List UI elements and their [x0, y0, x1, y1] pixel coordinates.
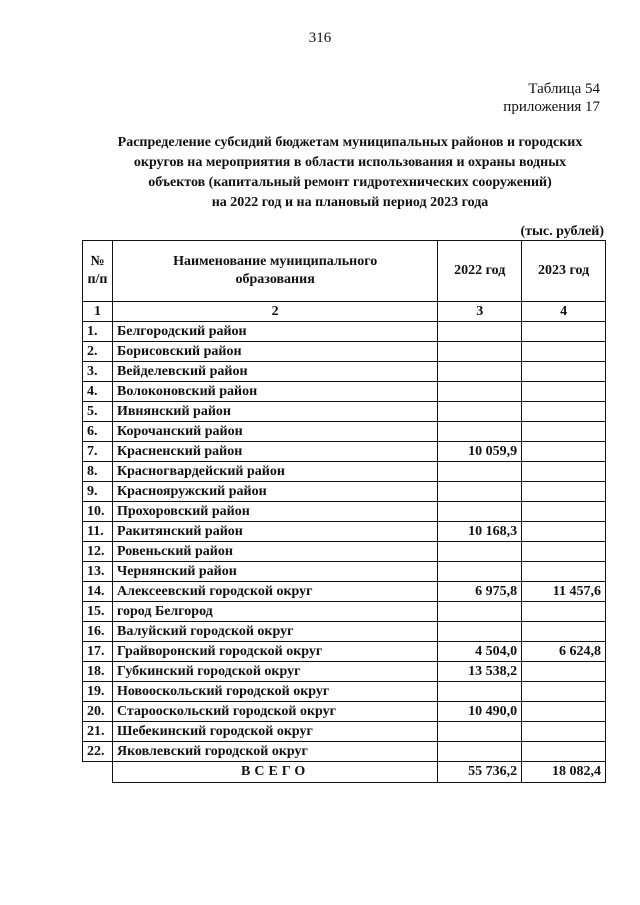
table-row: [83, 742, 606, 762]
value-2023: [522, 322, 606, 342]
table-row: [83, 462, 606, 482]
row-number: 4.: [83, 382, 113, 402]
value-2022: [438, 382, 522, 402]
title-line2: округов на мероприятия в области использования и охраны водных: [133, 155, 567, 170]
municipality-name: Яковлевский городской округ: [112, 742, 437, 762]
value-2023: [522, 382, 606, 402]
header-row: [83, 241, 606, 302]
value-2022: [438, 602, 522, 622]
table-row: [83, 402, 606, 422]
row-number: 20.: [83, 702, 113, 722]
table-row: [83, 482, 606, 502]
value-2022: 6 975,8: [438, 582, 522, 602]
total-2022: 55 736,2: [438, 762, 522, 783]
table-row: [83, 562, 606, 582]
table-row: [83, 582, 606, 602]
value-2023: [522, 542, 606, 562]
value-2023: [522, 662, 606, 682]
value-2023: 6 624,8: [522, 642, 606, 662]
row-number: 5.: [83, 402, 113, 422]
value-2022: 4 504,0: [438, 642, 522, 662]
value-2023: 11 457,6: [522, 582, 606, 602]
value-2022: [438, 742, 522, 762]
row-number: 10.: [83, 502, 113, 522]
column-index: 1: [83, 302, 113, 322]
municipality-name: Чернянский район: [112, 562, 437, 582]
municipality-name: Новооскольский городской округ: [112, 682, 437, 702]
value-2023: [522, 562, 606, 582]
column-index: 2: [112, 302, 437, 322]
header-name-line2: образования: [235, 272, 315, 287]
header-num: [83, 241, 113, 302]
municipality-name: город Белгород: [112, 602, 437, 622]
municipality-name: Прохоровский район: [112, 502, 437, 522]
municipality-name: Старооскольский городской округ: [112, 702, 437, 722]
municipality-name: Красненский район: [112, 442, 437, 462]
total-label: ВСЕГО: [112, 762, 437, 783]
row-number: 17.: [83, 642, 113, 662]
table-row: [83, 342, 606, 362]
row-number: 21.: [83, 722, 113, 742]
municipality-name: Корочанский район: [112, 422, 437, 442]
table-row: [83, 642, 606, 662]
municipality-name: Ивнянский район: [112, 402, 437, 422]
table-row: [83, 322, 606, 342]
row-number: 19.: [83, 682, 113, 702]
value-2022: 10 168,3: [438, 522, 522, 542]
value-2022: [438, 322, 522, 342]
total-spacer: [83, 762, 113, 783]
column-index: 3: [438, 302, 522, 322]
header-2023: 2023 год: [522, 241, 606, 302]
header-num-line2: п/п: [87, 272, 108, 287]
value-2022: [438, 542, 522, 562]
municipality-name: Вейделевский район: [112, 362, 437, 382]
row-number: 16.: [83, 622, 113, 642]
row-number: 11.: [83, 522, 113, 542]
header-name: [112, 241, 437, 302]
municipality-name: Краснояружский район: [112, 482, 437, 502]
row-number: 1.: [83, 322, 113, 342]
value-2022: [438, 562, 522, 582]
value-2023: [522, 622, 606, 642]
value-2022: [438, 502, 522, 522]
value-2023: [522, 522, 606, 542]
header-num-line1: №: [90, 254, 105, 269]
table-reference-line1: Таблица 54: [528, 81, 600, 97]
value-2022: [438, 402, 522, 422]
row-number: 3.: [83, 362, 113, 382]
total-row: [83, 762, 606, 783]
municipality-name: Красногвардейский район: [112, 462, 437, 482]
value-2023: [522, 442, 606, 462]
municipality-name: Ровеньский район: [112, 542, 437, 562]
value-2023: [522, 702, 606, 722]
title-line4: на 2022 год и на плановый период 2023 года: [211, 195, 489, 210]
table-row: [83, 722, 606, 742]
table-row: [83, 502, 606, 522]
value-2023: [522, 602, 606, 622]
row-number: 8.: [83, 462, 113, 482]
row-number: 2.: [83, 342, 113, 362]
value-2022: 10 059,9: [438, 442, 522, 462]
table-reference: [503, 80, 600, 116]
table-row: [83, 382, 606, 402]
value-2022: [438, 722, 522, 742]
table-row: [83, 662, 606, 682]
value-2022: 13 538,2: [438, 662, 522, 682]
municipality-name: Грайворонский городской округ: [112, 642, 437, 662]
title-line3: объектов (капитальный ремонт гидротехнических сооружений): [148, 175, 552, 190]
row-number: 12.: [83, 542, 113, 562]
table-row: [83, 362, 606, 382]
value-2022: [438, 482, 522, 502]
table-row: [83, 702, 606, 722]
municipality-name: Губкинский городской округ: [112, 662, 437, 682]
value-2023: [522, 402, 606, 422]
page-number: 316: [308, 30, 332, 46]
table-body: [83, 322, 606, 762]
table-reference-line2: приложения 17: [503, 99, 600, 115]
value-2023: [522, 342, 606, 362]
table-row: [83, 622, 606, 642]
municipality-name: Алексеевский городской округ: [112, 582, 437, 602]
value-2023: [522, 682, 606, 702]
row-number: 18.: [83, 662, 113, 682]
value-2023: [522, 502, 606, 522]
value-2022: [438, 342, 522, 362]
value-2022: [438, 622, 522, 642]
row-number: 7.: [83, 442, 113, 462]
units-label: (тыс. рублей): [520, 224, 604, 239]
column-index-row: [83, 302, 606, 322]
value-2022: [438, 462, 522, 482]
row-number: 9.: [83, 482, 113, 502]
header-2022: 2022 год: [438, 241, 522, 302]
value-2022: [438, 422, 522, 442]
value-2022: 10 490,0: [438, 702, 522, 722]
title-line1: Распределение субсидий бюджетам муниципальных районов и городских: [117, 135, 583, 150]
value-2022: [438, 362, 522, 382]
value-2023: [522, 462, 606, 482]
municipality-name: Ракитянский район: [112, 522, 437, 542]
value-2023: [522, 362, 606, 382]
document-title: [70, 133, 630, 213]
row-number: 15.: [83, 602, 113, 622]
subsidy-table: [82, 240, 606, 783]
row-number: 14.: [83, 582, 113, 602]
value-2022: [438, 682, 522, 702]
table-row: [83, 422, 606, 442]
table-row: [83, 522, 606, 542]
municipality-name: Борисовский район: [112, 342, 437, 362]
column-index: 4: [522, 302, 606, 322]
row-number: 22.: [83, 742, 113, 762]
table-row: [83, 442, 606, 462]
header-name-line1: Наименование муниципального: [173, 254, 378, 269]
value-2023: [522, 482, 606, 502]
value-2023: [522, 422, 606, 442]
table-row: [83, 682, 606, 702]
municipality-name: Шебекинский городской округ: [112, 722, 437, 742]
row-number: 6.: [83, 422, 113, 442]
table-row: [83, 542, 606, 562]
value-2023: [522, 722, 606, 742]
municipality-name: Валуйский городской округ: [112, 622, 437, 642]
row-number: 13.: [83, 562, 113, 582]
municipality-name: Волоконовский район: [112, 382, 437, 402]
municipality-name: Белгородский район: [112, 322, 437, 342]
table-row: [83, 602, 606, 622]
total-2023: 18 082,4: [522, 762, 606, 783]
value-2023: [522, 742, 606, 762]
